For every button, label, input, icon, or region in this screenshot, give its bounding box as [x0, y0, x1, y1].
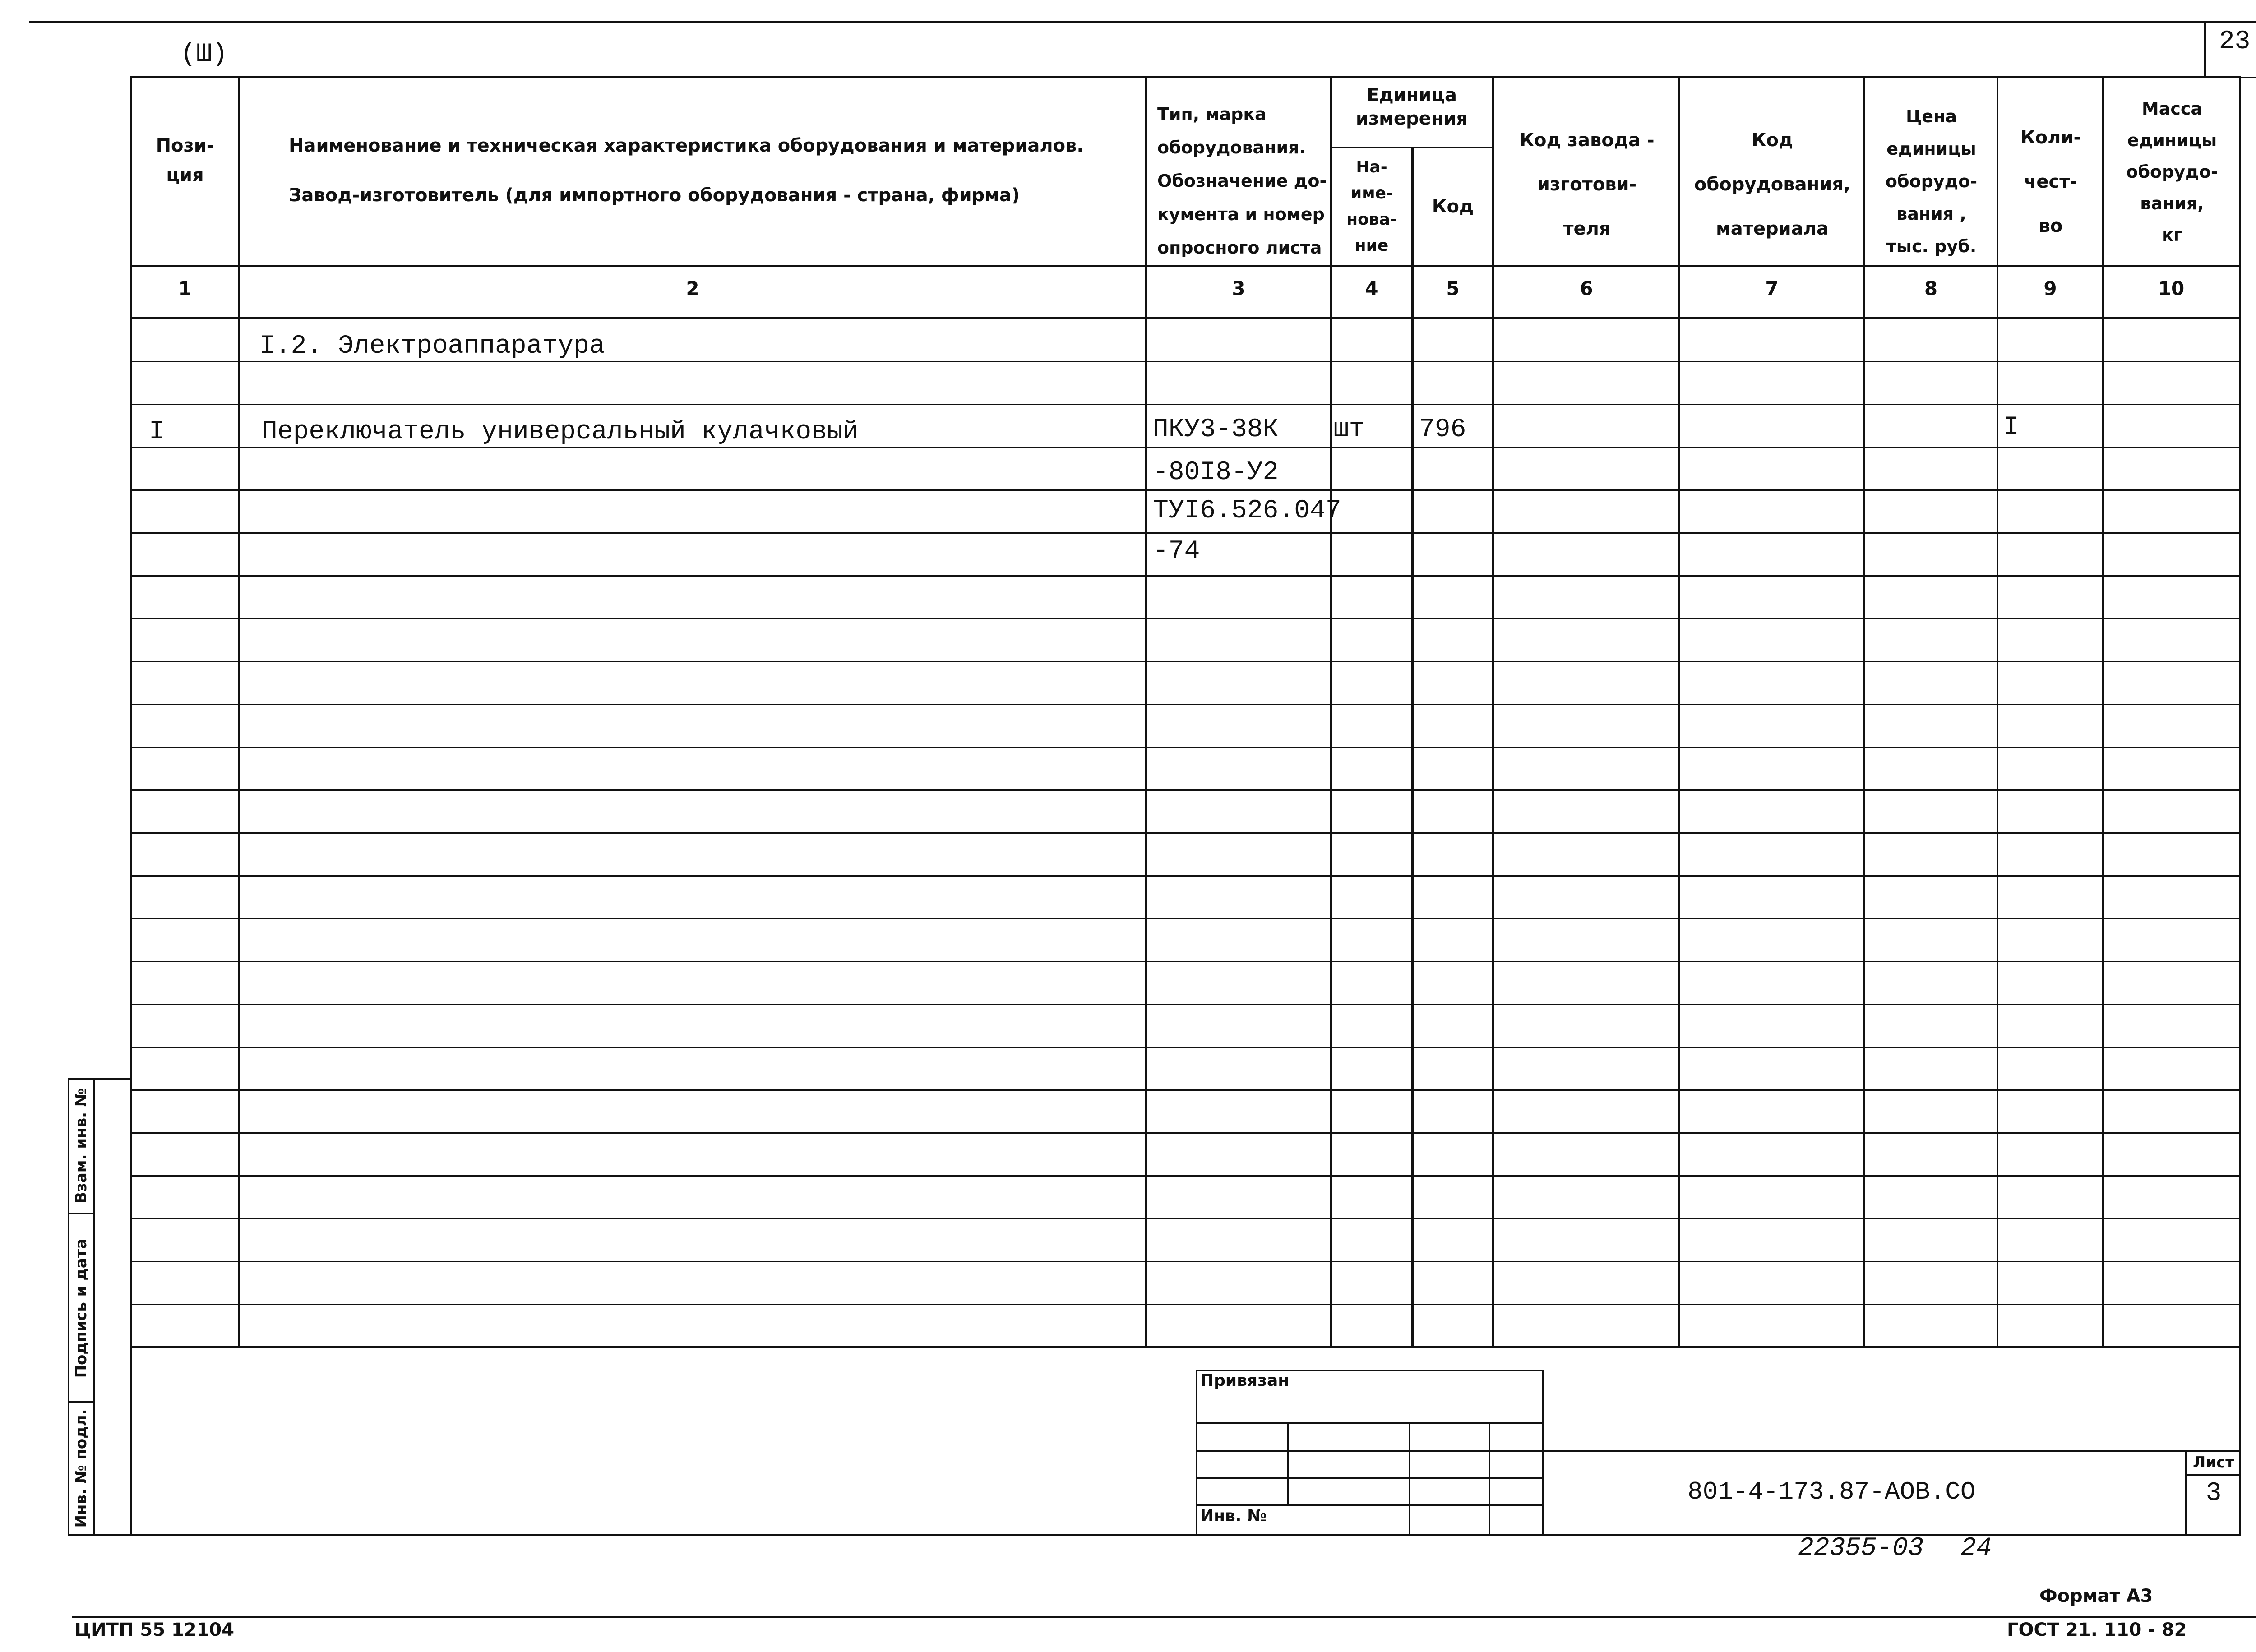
- stamp-inv-label: Инв. №: [1200, 1507, 1267, 1525]
- stamp-col-2: [1409, 1422, 1410, 1536]
- table-row: [131, 1004, 2240, 1005]
- sheet-value: 3: [2205, 1479, 2222, 1508]
- side-stamp-replace-inv: Взам. инв. №: [72, 1088, 90, 1204]
- table-row: [131, 447, 2240, 448]
- col-line-3: [1330, 76, 1332, 1348]
- side-stamp-signature-date: Подпись и дата: [72, 1238, 90, 1378]
- table-row: [131, 575, 2240, 577]
- row-3-name: Переключатель универсальный кулачковый: [262, 417, 859, 447]
- table-row: [131, 618, 2240, 619]
- header-unit-group: Единица измерения: [1355, 85, 1468, 129]
- colnum-10: 10: [2158, 277, 2185, 300]
- document-designation: 801-4-173.87-АОВ.СО: [1687, 1477, 1976, 1506]
- colnum-7: 7: [1765, 277, 1779, 300]
- table-row: [131, 747, 2240, 748]
- colnum-8: 8: [1924, 277, 1938, 300]
- colnum-4: 4: [1365, 277, 1378, 300]
- table-row: [131, 1261, 2240, 1262]
- footer-left-code: ЦИТП 55 12104: [74, 1620, 235, 1640]
- table-top-line: [130, 76, 2241, 78]
- table-row: [131, 532, 2240, 534]
- section-mark: (Ш): [180, 40, 228, 69]
- stamp-bound-label: Привязан: [1200, 1371, 1290, 1390]
- header-type: Тип, марка оборудования. Обозначение до- кумента и номер опросного листа: [1157, 104, 1327, 258]
- sheet-number: 23: [2219, 27, 2251, 56]
- header-equipment-code: Код оборудования, материала: [1694, 130, 1851, 239]
- table-row: [131, 875, 2240, 877]
- stamp-col-3: [1489, 1422, 1490, 1536]
- colnum-6: 6: [1580, 277, 1593, 300]
- row-3-type: ПКУ3-38К: [1153, 415, 1279, 444]
- colnum-3: 3: [1232, 277, 1245, 300]
- row-3-code: 796: [1419, 415, 1466, 444]
- colnum-1: 1: [178, 277, 192, 300]
- colnum-5: 5: [1446, 277, 1460, 300]
- colnum-9: 9: [2043, 277, 2057, 300]
- row-1-name: I.2. Электроаппаратура: [259, 332, 605, 361]
- table-bottom-line: [130, 1346, 2241, 1348]
- row-6-type: -74: [1153, 537, 1200, 566]
- table-row: [131, 961, 2240, 962]
- stamp-row-2: [1196, 1450, 1544, 1452]
- header-unit-name: На- име- нова- ние: [1346, 158, 1397, 255]
- header-name: Наименование и техническая характеристика оборудования и материалов. Завод-изготовитель (для импортного оборудования - страна, фирма): [289, 135, 1084, 206]
- col-line-9: [2102, 76, 2104, 1348]
- table-row: [131, 1218, 2240, 1219]
- format-label: Формат А3: [2039, 1586, 2153, 1606]
- stamp-row-4: [1196, 1504, 1544, 1506]
- table-row: [131, 1304, 2240, 1305]
- top-border-line: [29, 21, 2256, 23]
- table-row: [131, 1175, 2240, 1177]
- row-3-quantity: I: [2003, 413, 2019, 442]
- stamp-box-right: [1542, 1370, 1544, 1536]
- header-factory-code: Код завода - изготови- теля: [1519, 130, 1655, 239]
- stamp-row-1: [1196, 1422, 1544, 1424]
- header-quantity: Коли- чест- во: [2020, 127, 2081, 236]
- table-row: [131, 704, 2240, 705]
- header-mass: Масса единицы оборудо- вания, кг: [2126, 99, 2218, 245]
- archive-page: 24: [1960, 1534, 1992, 1563]
- stamp-row-3: [1196, 1477, 1544, 1479]
- col-line-5: [1492, 76, 1494, 1348]
- title-block-top: [1542, 1450, 2241, 1452]
- table-header-bottom-line: [130, 265, 2241, 267]
- archive-number: 22355-03: [1798, 1534, 1924, 1563]
- footer-gost: ГОСТ 21. 110 - 82: [2007, 1620, 2187, 1640]
- table-row: [131, 832, 2240, 834]
- row-4-type: -80I8-У2: [1153, 458, 1279, 487]
- col-line-7: [1863, 76, 1865, 1348]
- row-3-position: I: [149, 417, 165, 447]
- table-row: [131, 489, 2240, 491]
- col-line-1: [238, 76, 240, 1348]
- table-row: [131, 918, 2240, 919]
- header-unit-code: Код: [1432, 196, 1474, 217]
- side-stamp-inner: [93, 1078, 95, 1536]
- table-row: [131, 361, 2240, 362]
- table-row: [131, 1132, 2240, 1134]
- row-5-type: ТУI6.526.047: [1153, 496, 1341, 526]
- table-row: [131, 1047, 2240, 1048]
- row-3-unit: шт: [1333, 415, 1365, 444]
- sheet-cell-mid: [2185, 1474, 2241, 1476]
- side-stamp-left: [68, 1078, 69, 1536]
- table-row: [131, 661, 2240, 662]
- table-colnum-bottom-line: [130, 317, 2241, 319]
- side-stamp-original-inv: Инв. № подл.: [72, 1409, 90, 1528]
- table-row: [131, 789, 2240, 791]
- sheet-label: Лист: [2193, 1454, 2234, 1472]
- stamp-col-1: [1287, 1422, 1289, 1504]
- header-price: Цена единицы оборудо- вания , тыс. руб.: [1885, 106, 1978, 256]
- table-row: [131, 1089, 2240, 1091]
- header-position: Пози- ция: [156, 135, 214, 186]
- bottom-border-line: [72, 1616, 2256, 1618]
- col-line-6: [1678, 76, 1680, 1348]
- colnum-2: 2: [686, 277, 699, 300]
- col-line-8: [1997, 76, 1998, 1348]
- col-line-2: [1145, 76, 1147, 1348]
- stamp-box-left: [1196, 1370, 1197, 1536]
- table-row: [131, 404, 2240, 405]
